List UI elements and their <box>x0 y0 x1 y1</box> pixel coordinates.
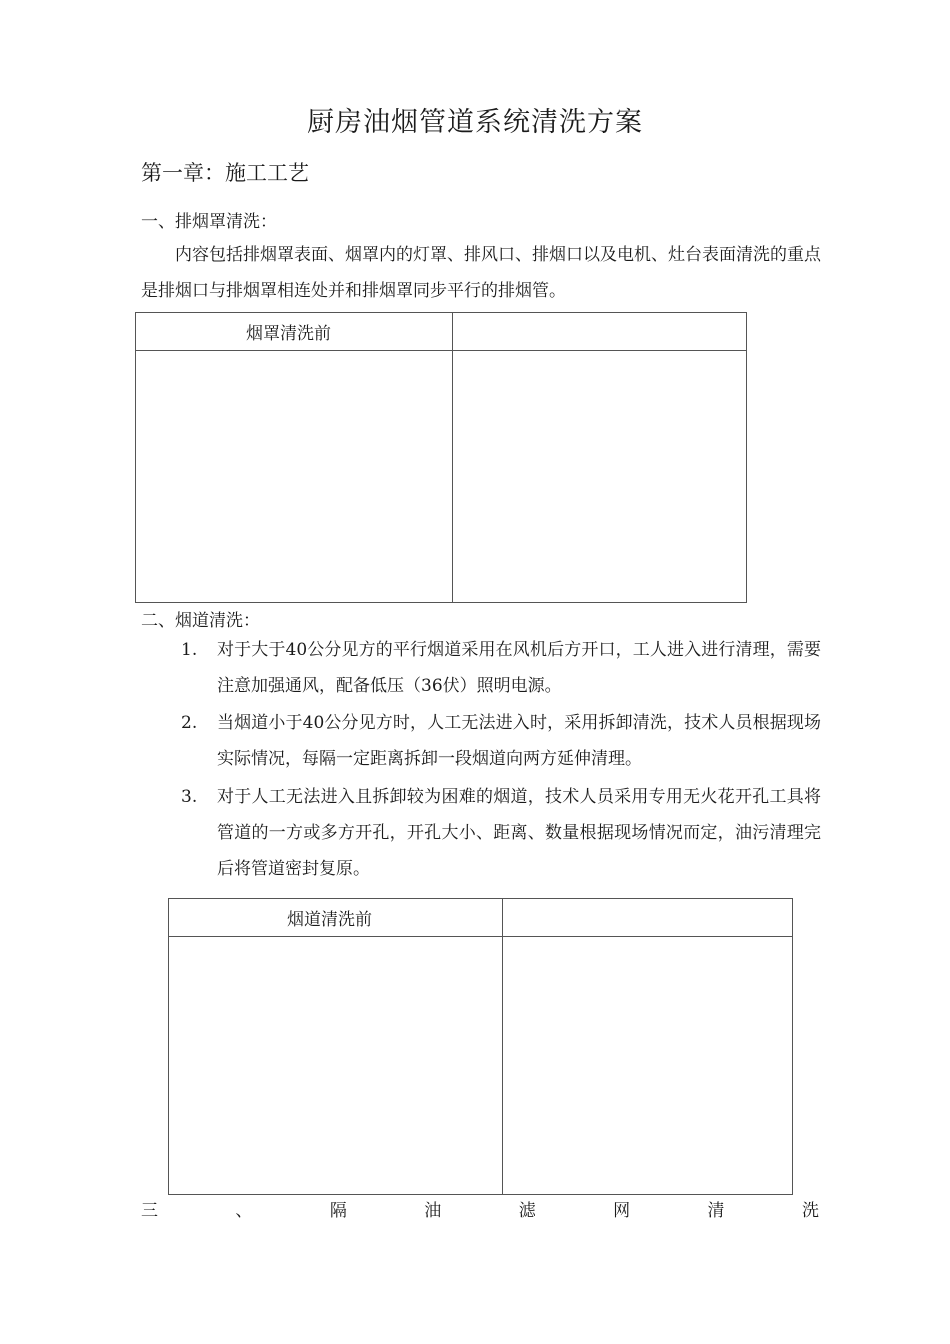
section-3-char: 隔 <box>329 1201 347 1221</box>
section-2-heading: 二、烟道清洗： <box>141 611 260 631</box>
section-3-char: 网 <box>613 1201 631 1221</box>
duct-before-photo-cell <box>169 937 503 1195</box>
section-3-char: 油 <box>424 1201 442 1221</box>
duct-photo-table <box>168 898 793 1195</box>
list-item-text: 当烟道小于40公分见方时，人工无法进入时，采用拆卸清洗，技术人员根据现场实际情况，每隔一定距离拆卸一段烟道向两方延伸清理。 <box>217 713 821 769</box>
section-3-char: 滤 <box>518 1201 536 1221</box>
section-3-char: 洗 <box>801 1201 819 1221</box>
list-item <box>181 632 821 704</box>
section-1-heading: 一、排烟罩清洗： <box>141 212 277 232</box>
duct-after-photo-cell <box>503 937 793 1195</box>
list-item-text: 对于人工无法进入且拆卸较为困难的烟道，技术人员采用专用无火花开孔工具将管道的一方或多方开孔，开孔大小、距离、数量根据现场情况而定，油污清理完后将管道密封复原。 <box>217 787 821 879</box>
chapter-heading: 第一章：施工工艺 <box>141 161 309 185</box>
hood-photo-table <box>135 312 747 603</box>
section-3-heading <box>141 1196 819 1221</box>
duct-before-header: 烟道清洗前 <box>169 899 503 937</box>
section-3-char: 清 <box>707 1201 725 1221</box>
hood-after-photo-cell <box>453 351 747 603</box>
section-1-paragraph: 内容包括排烟罩表面、烟罩内的灯罩、排风口、排烟口以及电机、灶台表面清洗的重点是排烟口与排烟罩相连处并和排烟罩同步平行的排烟管。 <box>141 245 821 301</box>
list-item-number: 3. <box>181 787 198 807</box>
hood-before-header: 烟罩清洗前 <box>136 313 453 351</box>
list-item-text: 对于大于40公分见方的平行烟道采用在风机后方开口，工人进入进行清理，需要注意加强通风，配备低压（36伏）照明电源。 <box>217 640 821 696</box>
hood-before-photo-cell <box>136 351 453 603</box>
list-item-number: 1. <box>181 640 198 660</box>
list-item <box>181 779 821 887</box>
list-item-number: 2. <box>181 713 198 733</box>
duct-after-header <box>503 899 793 937</box>
hood-after-header <box>453 313 747 351</box>
document-title: 厨房油烟管道系统清洗方案 <box>307 107 643 138</box>
section-3-char: 、 <box>235 1201 253 1221</box>
list-item <box>181 705 821 777</box>
section-3-char: 三 <box>141 1201 158 1221</box>
